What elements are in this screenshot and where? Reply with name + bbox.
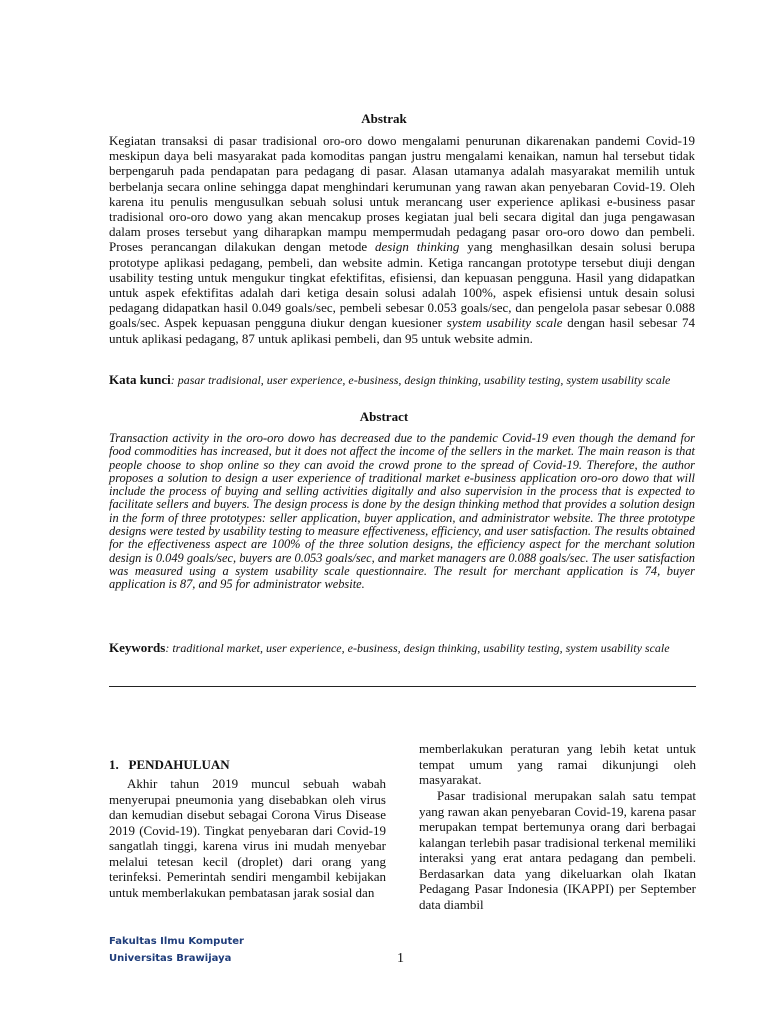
footer-faculty: Fakultas Ilmu Komputer: [109, 936, 244, 947]
footer-university: Universitas Brawijaya: [109, 953, 232, 964]
page-number: 1: [397, 951, 404, 966]
kata-kunci-label: Kata kunci: [109, 372, 171, 387]
keywords: [109, 640, 695, 656]
right-column-paragraph-2: Pasar tradisional merupakan salah satu tempat yang rawan akan penyebaran Covid-19, karena pasar merupakan tempat bertemunya orang dari berbagai kalangan terlebih pasar tradisional terkenal memiliki interaksi yang erat antara pedagang dan pembeli. Berdasarkan data yang dikeluarkan olah Ikatan Pedagang Pasar Indonesia (IKAPPI) per September data diambil: [419, 788, 696, 912]
abstrak-text-1: Kegiatan transaksi di pasar tradisional oro-oro dowo mengalami penurunan dikarenakan pandemi Covid-19 meskipun daya beli masyarakat pada komoditas pangan justru mengalami kenaikan, namun hal tersebut tidak berpengaruh pada pendapatan para pedagang di pasar. Alasan utamanya adalah masyarakat memilih untuk berbelanja secara online sehingga dapat menghindari kerumunan yang rawan akan penyebaran Covid-19. Oleh karena itu penulis mengusulkan sebuah solusi untuk merancang user experience aplikasi e-business pasar tradisional oro-oro dowo yang akan mencakup proses kegiatan jual beli secara digital dan juga pengawasan dalam proses tersebut yang diharapkan mampu mempermudah pedagang pasar oro-oro dowo dan pembeli. Proses perancangan dilakukan dengan metode: [109, 133, 695, 255]
kata-kunci: [109, 372, 695, 388]
keywords-list: : traditional market, user experience, e-business, design thinking, usability testing, system usability scale: [165, 641, 670, 655]
abstrak-paragraph: [109, 133, 695, 346]
section-heading: 1. PENDAHULUAN: [109, 757, 230, 772]
section-divider: [109, 686, 696, 687]
abstrak-heading: Abstrak: [361, 111, 407, 126]
abstrak-text-italic-1: design thinking: [374, 239, 460, 255]
left-column-paragraph: Akhir tahun 2019 muncul sebuah wabah menyerupai pneumonia yang disebabkan oleh virus dan kemudian disebut sebagai Corona Virus Disease 2019 (Covid-19). Tingkat penyebaran dari Covid-19 sangatlah tinggi, karena virus ini mudah menyebar melalui tetesan kecil (droplet) dari orang yang terinfeksi. Pemerintah sendiri mengambil kebijakan untuk memberlakukan pembatasan jarak sosial dan: [109, 776, 386, 900]
kata-kunci-list: : pasar tradisional, user experience, e-business, design thinking, usability testing, system usability scale: [170, 373, 671, 387]
right-column-paragraph-1: memberlakukan peraturan yang lebih ketat untuk tempat umum yang ramai dikunjungi oleh masyarakat.: [419, 741, 696, 787]
keywords-label: Keywords: [109, 640, 166, 655]
abstract-paragraph: Transaction activity in the oro-oro dowo has decreased due to the pandemic Covid-19 even though the demand for food commodities has increased, but it does not affect the income of the sellers in the market. The main reason is that people choose to shop online so they can avoid the crowd prone to the spread of Covid-19. Therefore, the author proposes a solution to design a user experience of traditional market e-business application oro-oro dowo that will include the process of buying and selling activities digitally and also supervision in the process that is expected to facilitate sellers and buyers. The design process is done by the design thinking method that provides a solution design in the form of three prototypes: seller application, buyer application, and administrator website. The three prototype designs were tested by usability testing to measure effectiveness, efficiency, and user satisfaction. The results obtained for the effectiveness aspect are 100% of the three solution designs, the efficiency aspect for the merchant solution design is 0.049 goals/sec, buyers are 0.053 goals/sec, and market managers are 0.088 goals/sec. The user satisfaction was measured using a system usability scale questionnaire. The result for merchant application is 74, buyer application is 87, and 95 for administrator website.: [109, 431, 695, 592]
abstrak-text-2: yang menghasilkan desain solusi berupa prototype aplikasi pedagang, pembeli, dan website admin. Ketiga rancangan prototype tersebut diuji dengan usability testing untuk mengukur tingkat efektifitas, efisiensi, dan kepuasan pengguna. Hasil yang didapatkan untuk aspek efektifitas adalah dari ketiga desain solusi adalah 100%, aspek efisiensi untuk desain solusi pedagang didapatkan hasil 0.049 goals/sec, pembeli sebesar 0.053 goals/sec, dan pengelola pasar sebesar 0.088 goals/sec. Aspek kepuasan pengguna diukur dengan kuesioner: [109, 239, 696, 331]
abstrak-text-3: dengan hasil sebesar 74 untuk aplikasi pedagang, 87 untuk aplikasi pembeli, dan 95 untuk website admin.: [109, 315, 695, 346]
abstract-heading: Abstract: [359, 409, 409, 424]
abstrak-text-italic-2: system usability scale: [446, 315, 563, 331]
